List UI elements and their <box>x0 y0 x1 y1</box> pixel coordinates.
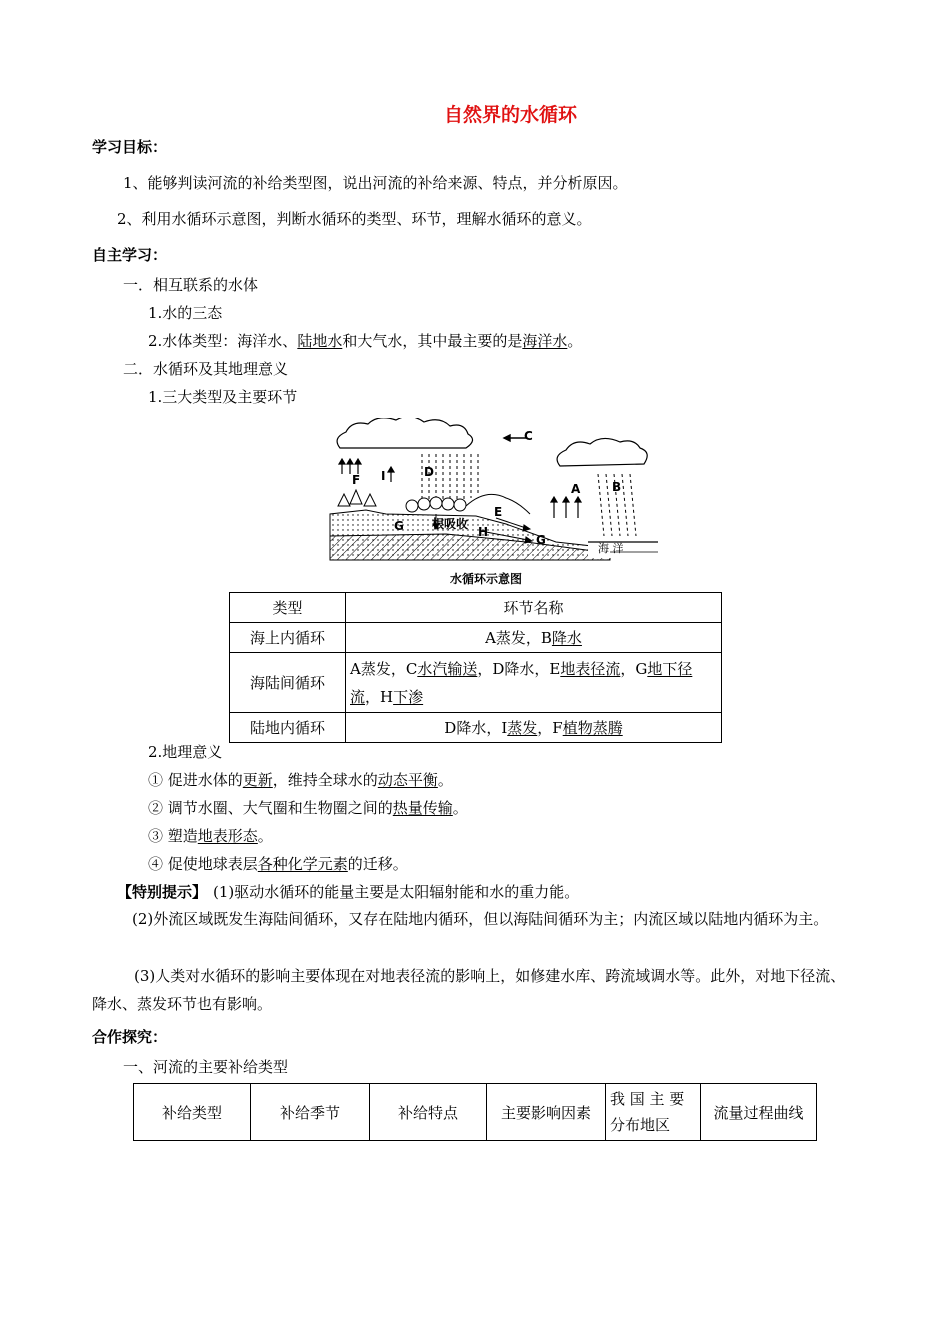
text-segment: ① 促进水体的 <box>148 771 243 789</box>
arrow-c-icon <box>504 435 526 441</box>
cycle-table-header-links: 环节名称 <box>346 593 722 623</box>
text-segment: ，F <box>537 719 563 737</box>
text-segment: A蒸发，B <box>485 629 552 647</box>
underlined-answer: 各种化学元素 <box>257 855 348 873</box>
s1-item-2-post: 。 <box>567 332 583 350</box>
s1-item-2-mid: 和大气水，其中最主要的是 <box>342 332 523 350</box>
underlined-answer: 地表形态 <box>197 827 258 845</box>
cycle-links-cell <box>346 623 722 653</box>
cycle-type-cell: 海陆间循环 <box>230 653 346 713</box>
supply-table <box>133 1083 817 1141</box>
cycle-type-cell: 陆地内循环 <box>230 713 346 743</box>
label-g1: G <box>394 519 404 533</box>
supply-header-region: 我 国 主 要 分布地区 <box>606 1084 701 1141</box>
text-segment: 。 <box>452 799 468 817</box>
meaning-item <box>148 853 408 874</box>
tip-2: (2)外流区域既发生海陆间循环，又存在陆地内循环，但以海陆间循环为主；内流区域以陆地内循环为主。 <box>132 910 829 928</box>
underlined-answer: 蒸发 <box>507 719 538 737</box>
s1-item-2 <box>148 330 582 351</box>
text-segment: D降水，I <box>444 719 508 737</box>
s1-item-2-u1: 陆地水 <box>297 332 343 350</box>
text-segment: ，G <box>620 659 648 678</box>
label-root-absorb: 根吸收 <box>432 517 469 531</box>
underlined-answer: 热量传输 <box>392 799 453 817</box>
s1-title: 一．相互联系的水体 <box>123 276 259 294</box>
text-segment: 的迁移。 <box>347 855 408 873</box>
underlined-answer: 更新 <box>242 771 273 789</box>
table-row <box>230 623 722 653</box>
meaning-item <box>148 769 453 790</box>
goal-2: 2、利用水循环示意图，判断水循环的类型、环节，理解水循环的意义。 <box>117 210 592 228</box>
cloud-left-icon <box>337 418 472 448</box>
label-h: H <box>478 525 489 539</box>
section-heading-goals: 学习目标： <box>92 138 168 156</box>
hill-vegetation-icon <box>406 494 530 514</box>
label-d: D <box>424 465 434 479</box>
cycle-table <box>229 592 722 743</box>
label-e: E <box>494 505 503 519</box>
s1-item-2-pre: 2.水体类型：海洋水、 <box>148 332 298 350</box>
tip-3: (3)人类对水循环的影响主要体现在对地表径流的影响上，如修建水库、跨流域调水等。此外，对地下径流、降水、蒸发环节也有影响。 <box>92 967 846 1013</box>
supply-header-season: 补给季节 <box>251 1084 370 1141</box>
cycle-type-cell: 海上内循环 <box>230 623 346 653</box>
page-title: 自然界的水循环 <box>444 104 578 126</box>
underlined-answer: 动态平衡 <box>377 771 438 789</box>
underlined-answer: 植物蒸腾 <box>562 719 623 737</box>
water-cycle-diagram <box>326 418 662 568</box>
s2-item-1: 1.三大类型及主要环节 <box>148 388 298 406</box>
supply-header-type: 补给类型 <box>134 1084 251 1141</box>
label-b: B <box>612 480 622 494</box>
cycle-links-cell <box>346 653 722 713</box>
text-segment: ，D降水，E <box>477 659 561 678</box>
underlined-answer: 地表径流 <box>560 659 621 678</box>
text-segment: ，H <box>365 687 394 706</box>
supply-header-factor: 主要影响因素 <box>487 1084 606 1141</box>
text-segment: ，维持全球水的 <box>272 771 378 789</box>
text-segment: 。 <box>437 771 453 789</box>
table-row <box>230 653 722 713</box>
underlined-answer: 水汽输送 <box>417 659 478 678</box>
label-a: A <box>571 482 581 496</box>
label-c: C <box>524 429 533 443</box>
table-row <box>230 713 722 743</box>
s1-item-2-u2: 海洋水 <box>522 332 568 350</box>
coop-1: 一、河流的主要补给类型 <box>123 1058 289 1076</box>
s2-title: 二．水循环及其地理意义 <box>123 360 289 378</box>
text-segment: A蒸发，C <box>350 659 418 678</box>
cycle-links-cell <box>346 713 722 743</box>
section-heading-self-study: 自主学习： <box>92 246 168 264</box>
s2-item-2: 2.地理意义 <box>148 743 223 761</box>
cycle-table-header-type: 类型 <box>230 593 346 623</box>
supply-header-feature: 补给特点 <box>370 1084 487 1141</box>
label-f: F <box>352 473 361 487</box>
tip-label: 【特别提示】 <box>117 883 208 901</box>
text-segment: ④ 促使地球表层 <box>148 855 258 873</box>
section-heading-cooperation: 合作探究： <box>92 1028 168 1046</box>
label-g2: G <box>536 533 546 547</box>
tip-1 <box>117 881 579 902</box>
label-sea: 海 洋 <box>598 542 624 555</box>
s1-item-1: 1.水的三态 <box>148 304 223 322</box>
underlined-answer: 下渗 <box>393 687 424 706</box>
underlined-answer: 降水 <box>551 629 582 647</box>
meaning-item <box>148 797 468 818</box>
text-segment: ② 调节水圈、大气圈和生物圈之间的 <box>148 799 393 817</box>
label-i: I <box>381 469 386 483</box>
diagram-caption: 水循环示意图 <box>450 572 523 586</box>
meaning-item <box>148 825 273 846</box>
text-segment: ③ 塑造 <box>148 827 198 845</box>
trees-icon <box>338 490 376 506</box>
underlined-answer: 地下径流 <box>350 659 693 706</box>
cloud-right-icon <box>557 438 647 466</box>
goal-1: 1、能够判读河流的补给类型图，说出河流的补给来源、特点，并分析原因。 <box>123 174 628 192</box>
supply-header-curve: 流量过程曲线 <box>701 1084 817 1141</box>
tip-1-text: (1)驱动水循环的能量主要是太阳辐射能和水的重力能。 <box>213 883 580 901</box>
text-segment: 。 <box>257 827 273 845</box>
